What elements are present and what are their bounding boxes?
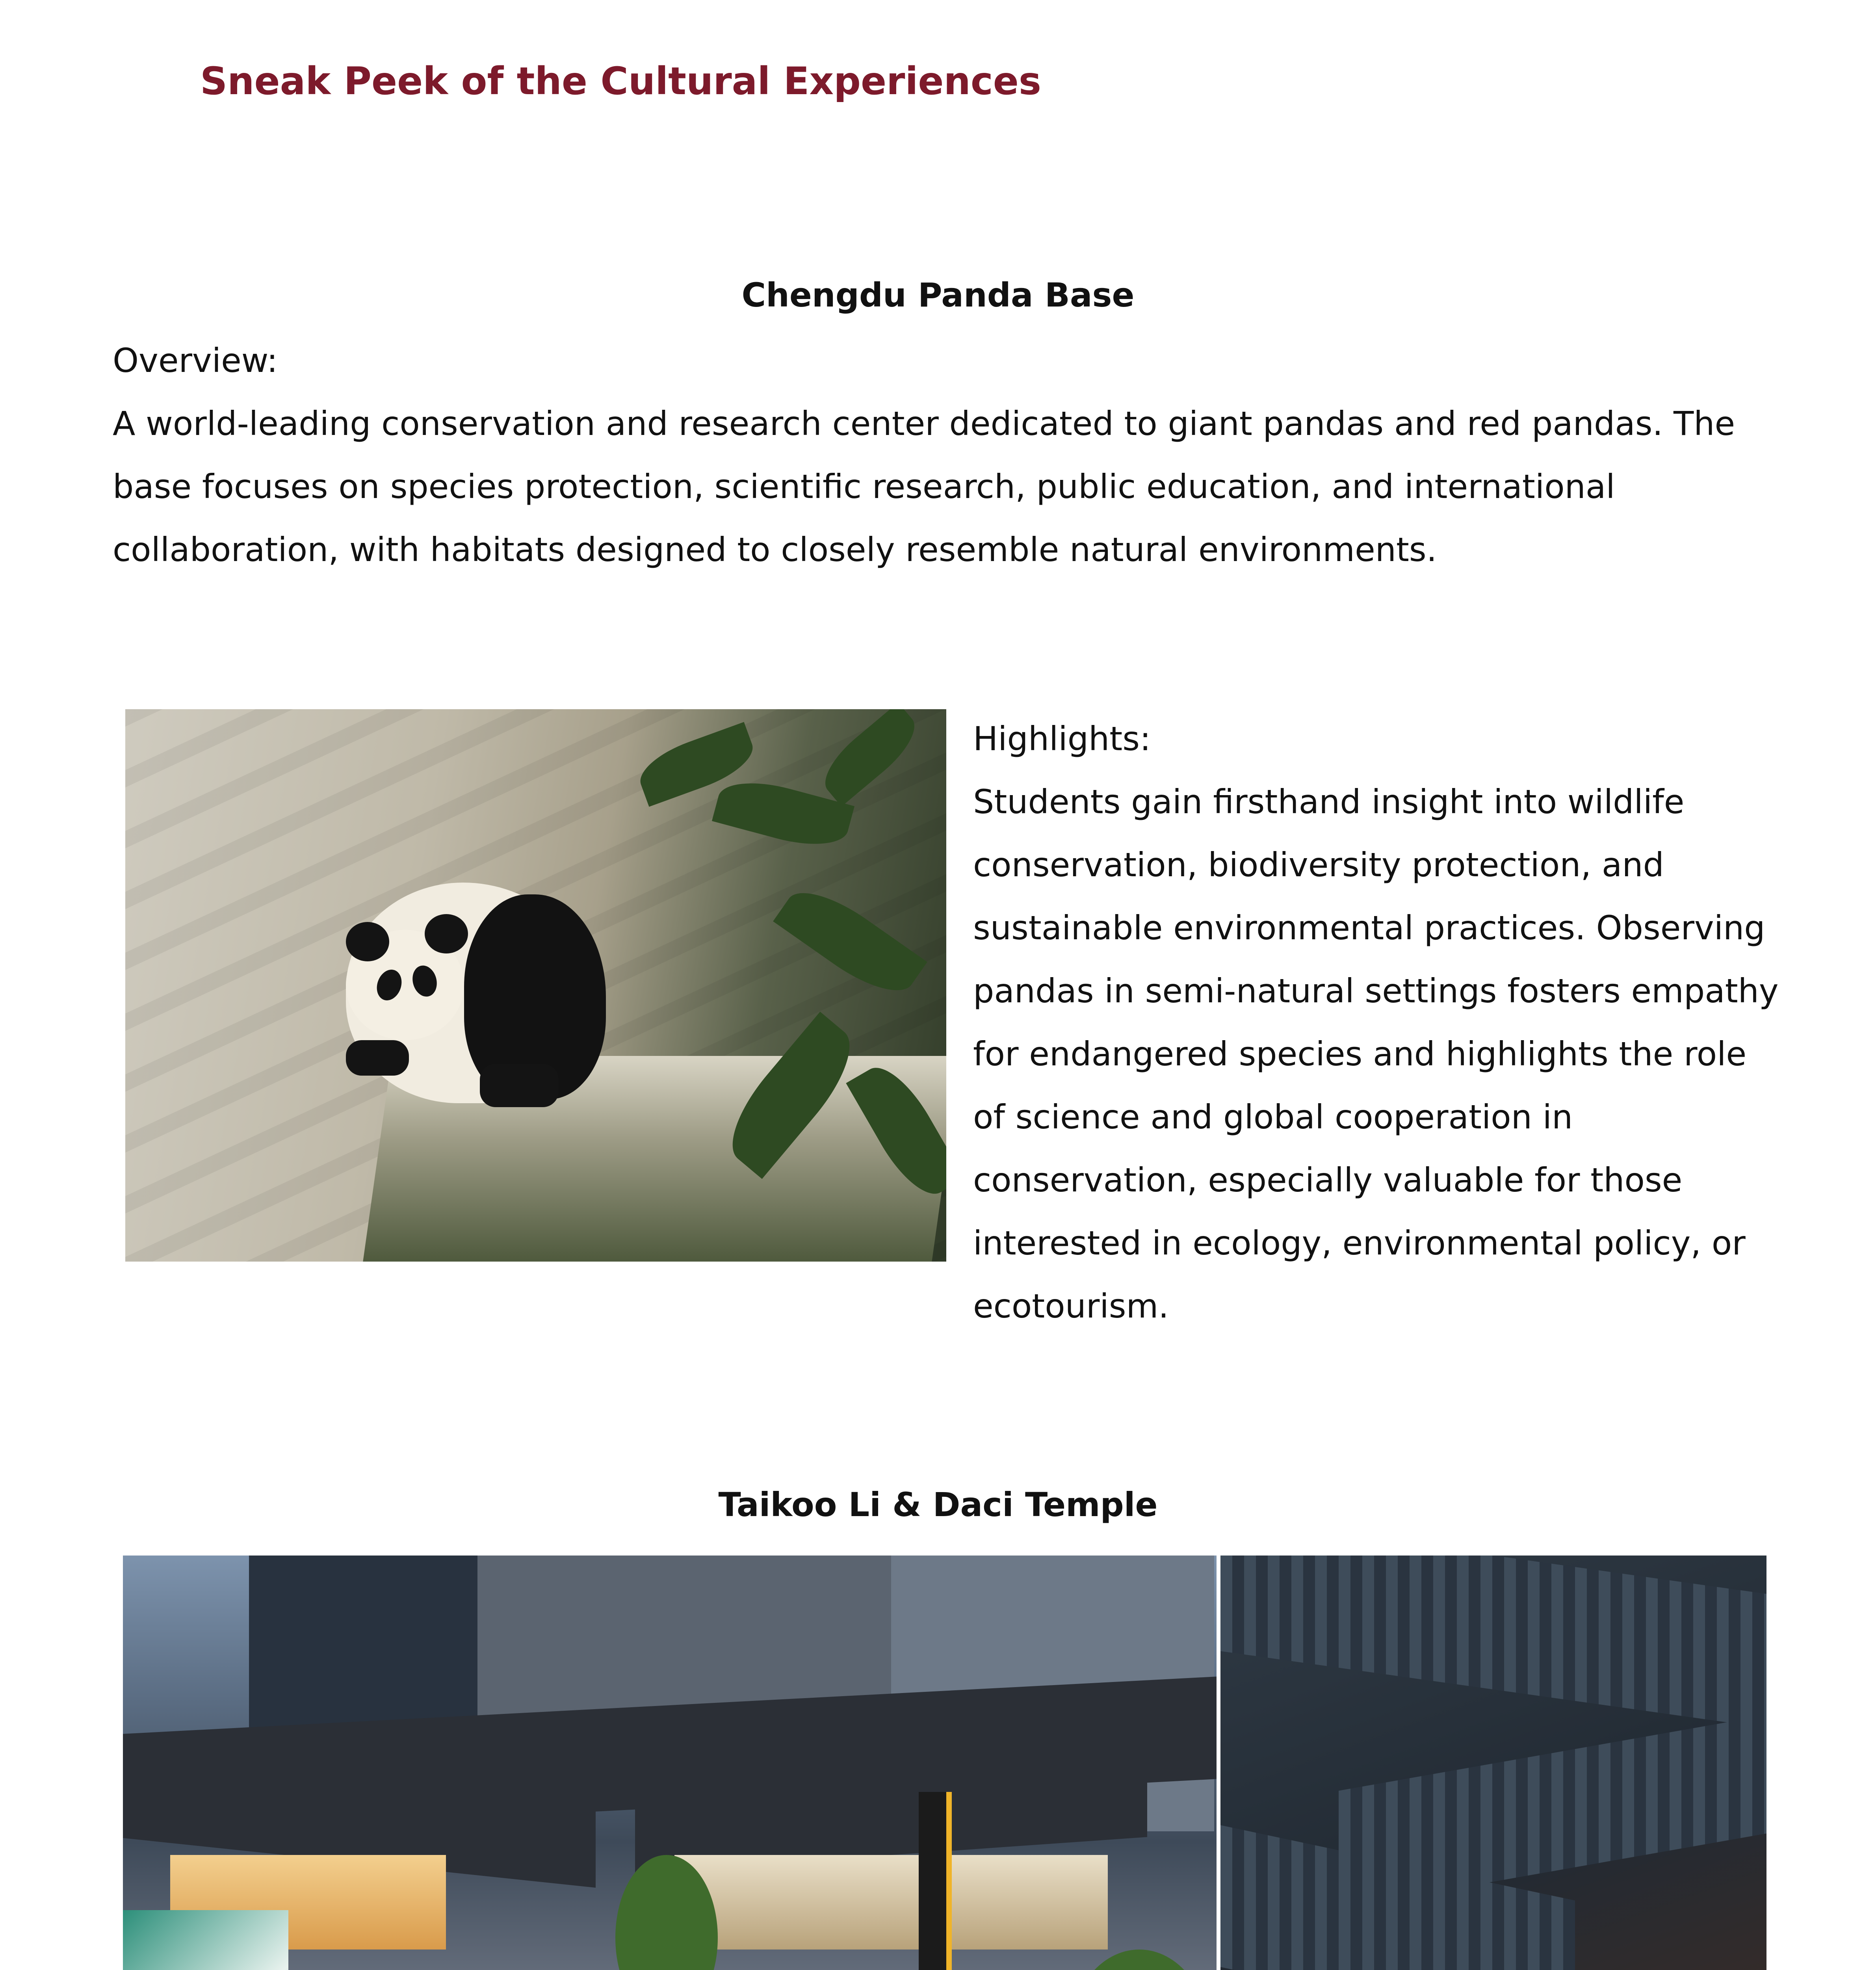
taikoo-li-pylon: [919, 1792, 950, 1970]
highlights-text: Students gain firsthand insight into wildlife conservation, biodiversity protection, and sustainable environmental practices. Observing pandas in semi-natural settings fosters empathy for endangered species and highlights the role of science and global cooperation in conservation, especially valuable for those interested in ecology, environmental policy, or ecotourism.: [973, 782, 1779, 1325]
panda-leg: [346, 1040, 409, 1076]
daci-temple-photo: [1220, 1556, 1766, 1970]
overview-text: A world-leading conservation and research center dedicated to giant pandas and red pandas. The base focuses on species protection, scientific research, public education, and international collaboration, with habitats designed to closely resemble natural environments.: [113, 404, 1735, 569]
panda-photo: [125, 709, 946, 1262]
panda-ear: [425, 914, 468, 953]
panda-leg: [480, 1064, 559, 1107]
overview-label: Overview:: [113, 341, 278, 380]
storefront: [674, 1855, 1108, 1950]
hotel-building: [477, 1556, 891, 1721]
glass-pavilion: [123, 1910, 288, 1970]
panda-section-heading: Chengdu Panda Base: [741, 276, 1135, 314]
temple-roof-tiles: [1220, 1556, 1766, 1728]
pylon-light-strip: [946, 1792, 952, 1970]
page-title: Sneak Peek of the Cultural Experiences: [200, 59, 1041, 103]
taikoo-li-photo: [123, 1556, 1217, 1970]
tree: [1068, 1950, 1210, 1970]
panda-ear: [346, 922, 389, 961]
taikoo-section-heading: Taikoo Li & Daci Temple: [718, 1485, 1158, 1524]
highlights-label: Highlights:: [973, 719, 1151, 758]
